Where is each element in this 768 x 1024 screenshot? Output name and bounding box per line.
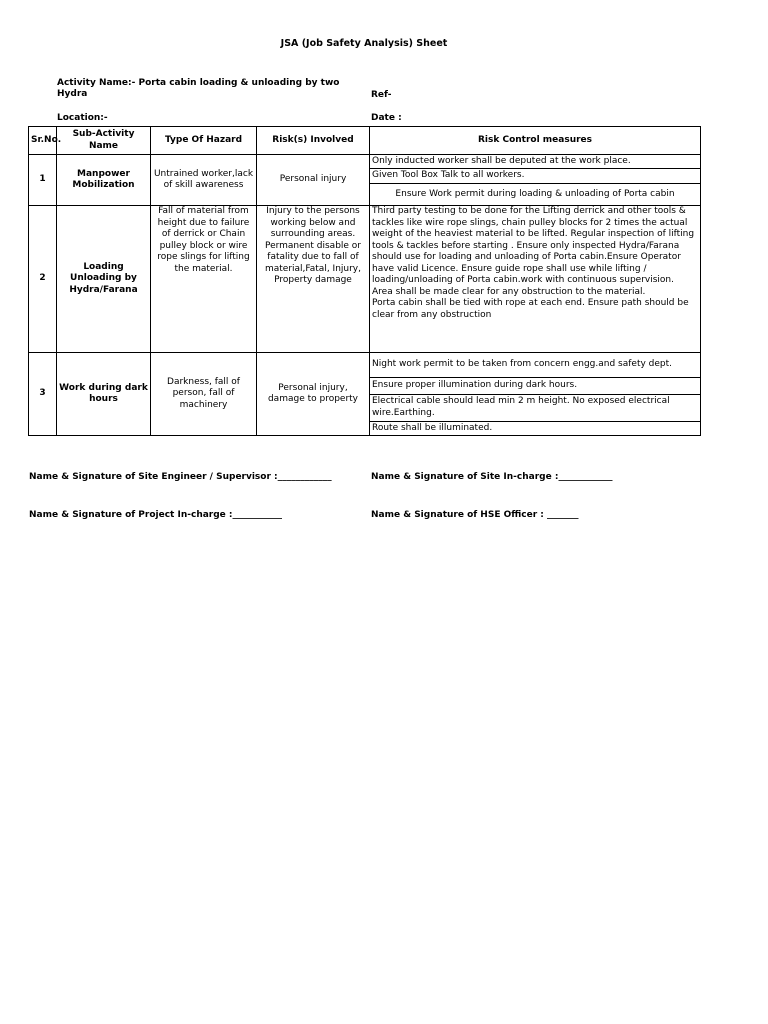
control-measure: Porta cabin shall be tied with rope at each end. Ensure path should be clear from any obstruction [372, 298, 689, 320]
row-risks: Personal injury [257, 155, 370, 206]
control-measure: Only inducted worker shall be deputed at the work place. [370, 155, 700, 169]
header-sub-activity: Sub-Activity Name [57, 127, 151, 155]
table-row [29, 353, 701, 436]
row-controls [370, 155, 701, 206]
row-sub-activity: Work during dark hours [57, 353, 151, 436]
control-measure: Ensure Work permit during loading & unloading of Porta cabin [395, 189, 675, 199]
control-measure: Route shall be illuminated. [372, 423, 493, 433]
control-measure: Given Tool Box Talk to all workers. [370, 169, 700, 184]
row-risks: Injury to the persons working below and surrounding areas. Permanent disable or fatality due to fall of material,Fatal, Injury, Property damage [257, 206, 370, 353]
hse-officer-signature: Name & Signature of HSE Officer : _______ [371, 510, 579, 520]
activity-name-line2: Hydra [57, 89, 88, 99]
table-row [29, 206, 701, 353]
table-row [29, 155, 701, 206]
header-controls: Risk Control measures [370, 127, 701, 155]
ref-label: Ref- [371, 90, 392, 100]
sheet-title: JSA (Job Safety Analysis) Sheet [280, 38, 448, 49]
header-risks: Risk(s) Involved [257, 127, 370, 155]
row-hazard: Darkness, fall of person, fall of machinery [151, 353, 257, 436]
row-sub-activity: Manpower Mobilization [57, 155, 151, 206]
row-srno: 1 [29, 155, 57, 206]
table-header-row [29, 127, 701, 155]
site-incharge-signature: Name & Signature of Site In-charge :____________ [371, 472, 613, 482]
control-measure: Ensure proper illumination during dark hours. [370, 378, 700, 395]
row-risks: Personal injury, damage to property [257, 353, 370, 436]
activity-name [57, 78, 339, 100]
row-srno: 2 [29, 206, 57, 353]
date-label: Date : [371, 113, 402, 123]
row-hazard: Untrained worker,lack of skill awareness [151, 155, 257, 206]
row-srno: 3 [29, 353, 57, 436]
row-hazard: Fall of material from height due to failure of derrick or Chain pulley block or wire rope slings for lifting the material. [151, 206, 257, 353]
row-sub-activity: Loading Unloading by Hydra/Farana [57, 206, 151, 353]
project-incharge-signature: Name & Signature of Project In-charge :___________ [29, 510, 283, 520]
control-measure: Electrical cable should lead min 2 m height. No exposed electrical wire.Earthing. [370, 395, 700, 422]
row-controls [370, 206, 701, 353]
header-srno: Sr.No. [29, 127, 57, 155]
row-controls [370, 353, 701, 436]
location-label: Location:- [57, 113, 108, 123]
site-engineer-signature: Name & Signature of Site Engineer / Supervisor :____________ [29, 472, 332, 482]
control-measure: Night work permit to be taken from concern engg.and safety dept. [370, 353, 700, 378]
control-measure: Area shall be made clear for any obstruction to the material. [372, 286, 646, 297]
jsa-table [28, 126, 701, 436]
activity-name-line1: Activity Name:- Porta cabin loading & unloading by two [57, 78, 340, 88]
header-hazard: Type Of Hazard [151, 127, 257, 155]
control-measure: Third party testing to be done for the Lifting derrick and other tools & tackles like wire rope slings, chain pulley blocks for 2 times the actual weight of the heaviest material to be lifted. Regular inspection of lifting tools & tackles before starting . Ensure only inspected Hydra/Farana should use for loading and unloading of Porta cabin.Ensure Operator have valid Licence. Ensure guide rope shall use while lifting / loading/unloading of Porta cabin.work with continuous supervision. [372, 206, 695, 285]
